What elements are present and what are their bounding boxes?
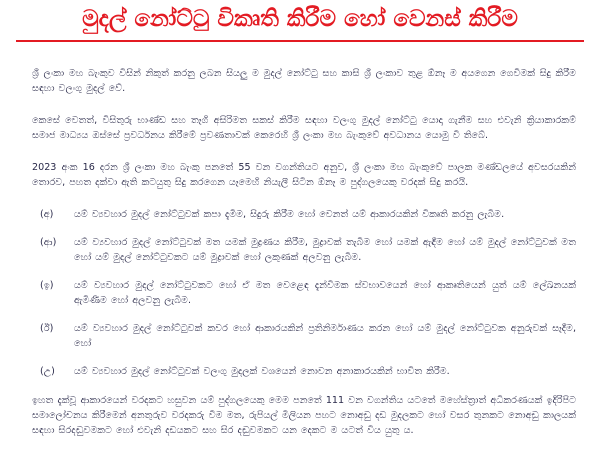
list-item-text: යම් ව්‍යවහාර මුදල් නෝට්ටුවක් වලංගු මුදලක් වශයෙන් නොවන අනාකාරයකින් භාවිත කිරීම. [74,366,450,377]
list-item [32,278,576,308]
list-marker: (උ) [40,366,55,377]
list-item [32,235,576,265]
offence-list [32,207,576,379]
list-marker: (ඉ) [40,280,54,291]
list-item [32,321,576,351]
document-body [32,66,576,450]
legal-paragraph: 2023 අංක 16 දරන ශ්‍රී ලංකා මහ බැංකු පනතේ 55 වන වගන්තියට අනුව, ශ්‍රී ලංකා මහ බැංකුවේ පාලක මණ්ඩලයේ අවසරයකින් තොරව, පහත දක්වා ඇති කටයුතු සිදු කරගෙන යෑමෙහි නියැලී සිටින ඕනෑ ම පුද්ගලයෙකු වරදක් සිදු කරයි. [32,162,576,188]
list-item-text: යම් ව්‍යවහාර මුදල් නෝට්ටුවක් කපා දැමීම, සිදුරු කිරීම හෝ වෙනත් යම් ආකාරයකින් විකෘති කරනු ලැබීම. [74,209,505,220]
list-item-text: යම් ව්‍යවහාර මුදල් නෝට්ටුවක් කවර හෝ ආකාරයකින් ප්‍රතිනිර්මාණය කරන හෝ යම් මුදල් නෝට්ටුවක අනුරුවක් සෑදීම, හෝ [74,323,576,349]
title-bar [0,0,600,38]
list-marker: (ඊ) [40,323,54,334]
penalty-paragraph: ඉහත දැක්වූ ආකාරයෙන් වරදකට හසුවන යම් පුද්ගලයෙකු මෙම පනතේ 111 වන වගන්තිය යටතේ මහේස්ත්‍රාත් අධිකරණයක් ඉදිරිපිට සමාලෝචනය කිරීමෙන් අනතුරුව වරදකරු වීම මත, රුපියල් මිලියන පහට නොඅඩු දඩ මුදලකට හෝ වසර තුනකට නොඅඩු කාලයක් සඳහා සිරදඬුවමකට හෝ එවැනි දඩයකට සහ සිර දඬුවමකට යන දෙකට ම යටත් විය යුතු ය. [32,395,576,436]
list-item [32,364,576,379]
list-item-text: යම් ව්‍යවහාර මුදල් නෝට්ටුවක් මත යමක් මුද්‍රණය කිරීම, මුද්‍රාවක් තැබීම හෝ යමක් ඇඳීම හෝ යම් මුදල් නෝට්ටුවක් මත හෝ යම් මුදල් නෝට්ටුවකට යම් මුද්‍රාවක් හෝ ලකුණක් අලවනු ලැබීම. [74,237,576,263]
list-marker: (ආ) [40,237,57,248]
title-divider [16,40,584,42]
page-title: මුදල් නෝට්ටු විකෘති කිරීම හෝ වෙනස් කිරීම [82,6,518,32]
concern-paragraph: කෙසේ වෙතත්, විසිතුරු භාණ්ඩ සහ තෑගි අසිරිමත සකස් කිරීම සඳහා වලංගු මුදල් නෝට්ටු යොදා ගැනීම සහ එවැනි ක්‍රියාකාරකම් සමාජ මාධ්‍යය ඔස්සේ ප්‍රවර්ධනය කිරීමේ ප්‍රවණතාවක් කෙරෙහි ශ්‍රී ලංකා මහ බැංකුවේ අවධානය යොමු වී තිබේ. [32,115,576,141]
list-item-text: යම් ව්‍යවහාර මුදල් නෝට්ටුවකට හෝ ඒ මත වෙළෙඳ දැන්වීමක ස්වභාවයෙන් හෝ ආකෘතියෙන් යුත් යම් ලේඛනයක් ඇමිණීම හෝ අලවනු ලැබීම. [74,280,576,306]
intro-paragraph: ශ්‍රී ලංකා මහ බැංකුව විසින් නිකුත් කරනු ලබන සියලු ම මුදල් නෝට්ටු සහ කාසි ශ්‍රී ලංකාව තුළ ඕනෑ ම අයගෙන ගෙවීමක් සිදු කිරීම සඳහා වලංගු මුදල් වේ. [32,68,576,94]
list-marker: (අ) [40,209,54,220]
list-item [32,207,576,222]
